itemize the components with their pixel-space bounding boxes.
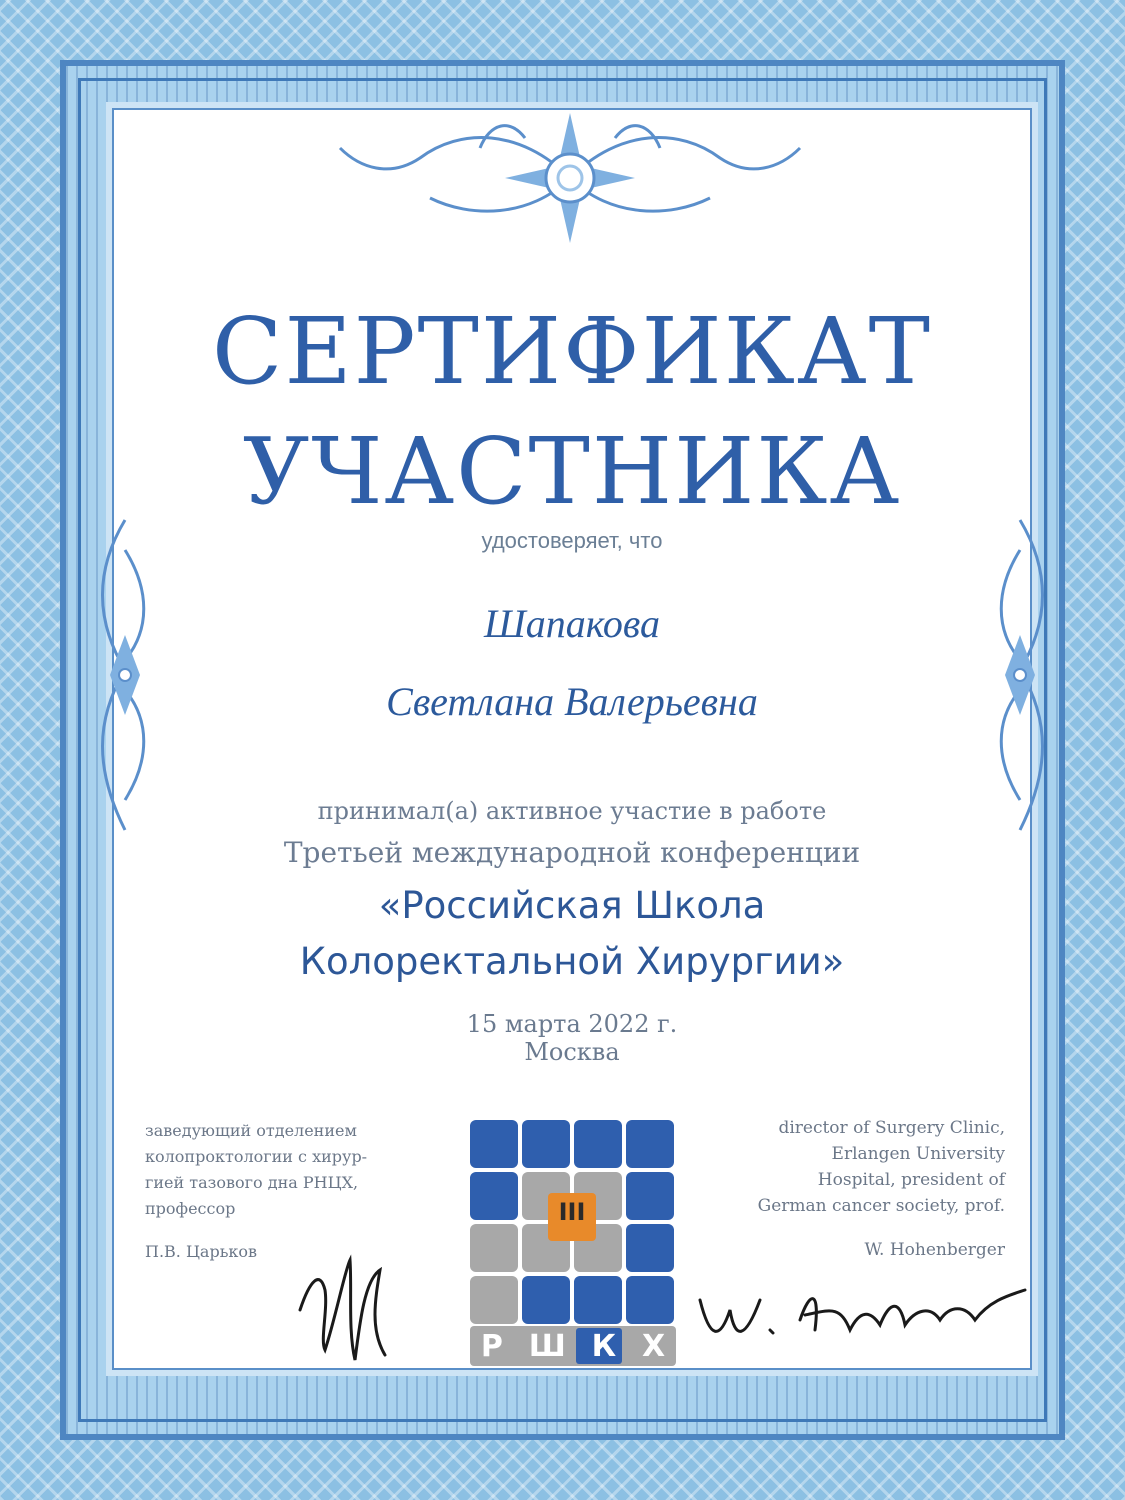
right-signatory-title: [700, 1115, 1005, 1219]
right-title-line: German cancer society, prof.: [757, 1196, 1005, 1216]
certifies-that-text: удостоверяет, что: [481, 528, 663, 553]
certificate-title-line2: УЧАСТНИКА: [242, 418, 902, 525]
right-title-line: Hospital, president of: [817, 1170, 1005, 1190]
conference-text: Третьей международной конференции: [283, 836, 861, 869]
participant-first-names: Светлана Валерьевна: [386, 679, 758, 724]
event-date: 15 марта 2022 г.: [466, 1010, 678, 1038]
right-signatory-name: W. Hohenberger: [864, 1240, 1005, 1260]
logo-letter: Ш: [528, 1328, 566, 1364]
conference-name-line1: «Российская Школа: [378, 884, 766, 927]
left-signature-icon: [290, 1240, 400, 1370]
right-title-line: Erlangen University: [831, 1144, 1005, 1164]
participant-last-name: Шапакова: [484, 601, 660, 646]
logo-letters: [468, 1324, 678, 1368]
top-ornament-icon: [320, 108, 820, 248]
event-city: Москва: [524, 1038, 620, 1066]
conference-name-line2: Колоректальной Хирургии»: [299, 940, 845, 983]
right-signature-icon: [690, 1270, 1030, 1360]
right-side-ornament-icon: [985, 510, 1055, 840]
logo-letter: Р: [480, 1328, 503, 1364]
left-title-line: заведующий отделением: [145, 1121, 357, 1140]
right-title-line: director of Surgery Clinic,: [778, 1118, 1005, 1138]
logo-letter: К: [591, 1328, 617, 1364]
participation-text: принимал(а) активное участие в работе: [317, 797, 827, 825]
left-side-ornament-icon: [90, 510, 160, 840]
logo-letter: Х: [641, 1328, 666, 1364]
left-title-line: профессор: [145, 1199, 236, 1218]
left-signatory-title: [145, 1118, 435, 1222]
left-signatory-name: П.В. Царьков: [145, 1242, 258, 1261]
logo-center-label: III: [558, 1198, 586, 1226]
left-title-line: колопроктологии с хирур-: [145, 1147, 368, 1166]
certificate-title: СЕРТИФИКАТ: [212, 298, 932, 405]
left-title-line: гией тазового дна РНЦХ,: [145, 1173, 359, 1192]
